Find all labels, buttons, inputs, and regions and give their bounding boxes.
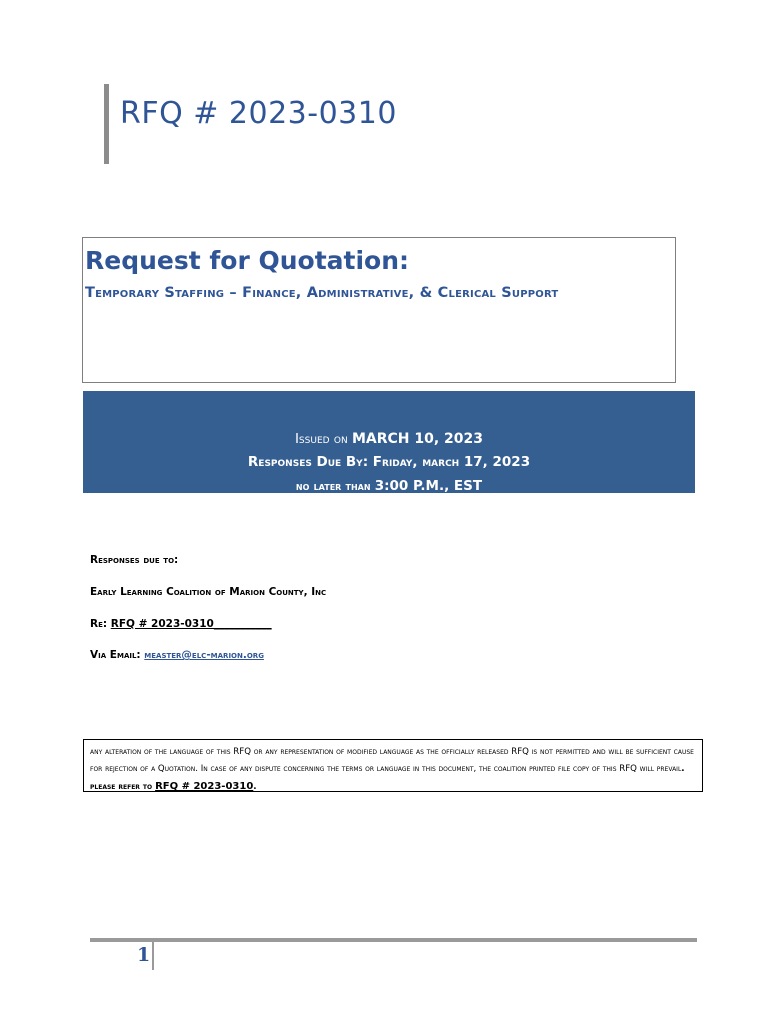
notice-text: [90, 744, 696, 796]
page-number: 1: [137, 944, 151, 966]
refer-value: RFQ # 2023-0310: [155, 781, 254, 792]
notice-box: [83, 739, 703, 792]
document-title: Request for Quotation:: [85, 246, 410, 275]
email-link[interactable]: measter@elc-marion.org: [144, 649, 264, 661]
notice-period: .: [681, 764, 685, 774]
page-number-separator: [152, 940, 154, 970]
email-line: [90, 649, 264, 661]
deadline-line: [83, 478, 695, 494]
footer-rule: [90, 938, 697, 942]
issued-date: MARCH 10, 2023: [351, 431, 484, 447]
issue-banner: [83, 391, 695, 493]
issued-prefix: Issued on: [294, 431, 352, 447]
responses-due-to: Responses due to:: [90, 554, 179, 566]
document-subtitle: Temporary Staffing – Finance, Administrative, & Clerical Support: [85, 285, 559, 301]
notice-end: .: [253, 782, 257, 792]
re-value: RFQ # 2023-0310___________: [110, 618, 272, 630]
responses-due-line: Responses Due By: Friday, march 17, 2023: [247, 454, 531, 470]
title-accent-bar: [104, 84, 109, 164]
deadline-prefix: no later than: [295, 479, 375, 493]
rfq-number-heading: RFQ # 2023-0310: [120, 96, 397, 131]
re-line: [90, 618, 272, 630]
notice-body: any alteration of the language of this RFQ or any representation of modified language as the officially released RFQ is not permitted and will be sufficient cause for rejection of a Quotation. In case of any dispute concerning the terms or language in this document, the coalition printed file copy of this RFQ will prevail: [90, 747, 694, 774]
re-label: Re:: [90, 618, 111, 630]
via-email-label: Via Email:: [90, 649, 145, 661]
organization-name: Early Learning Coalition of Marion County, Inc: [90, 586, 327, 598]
deadline-time: 3:00 P.M., EST: [374, 478, 483, 494]
issued-line: [83, 431, 695, 447]
refer-prefix: please refer to: [90, 782, 156, 792]
